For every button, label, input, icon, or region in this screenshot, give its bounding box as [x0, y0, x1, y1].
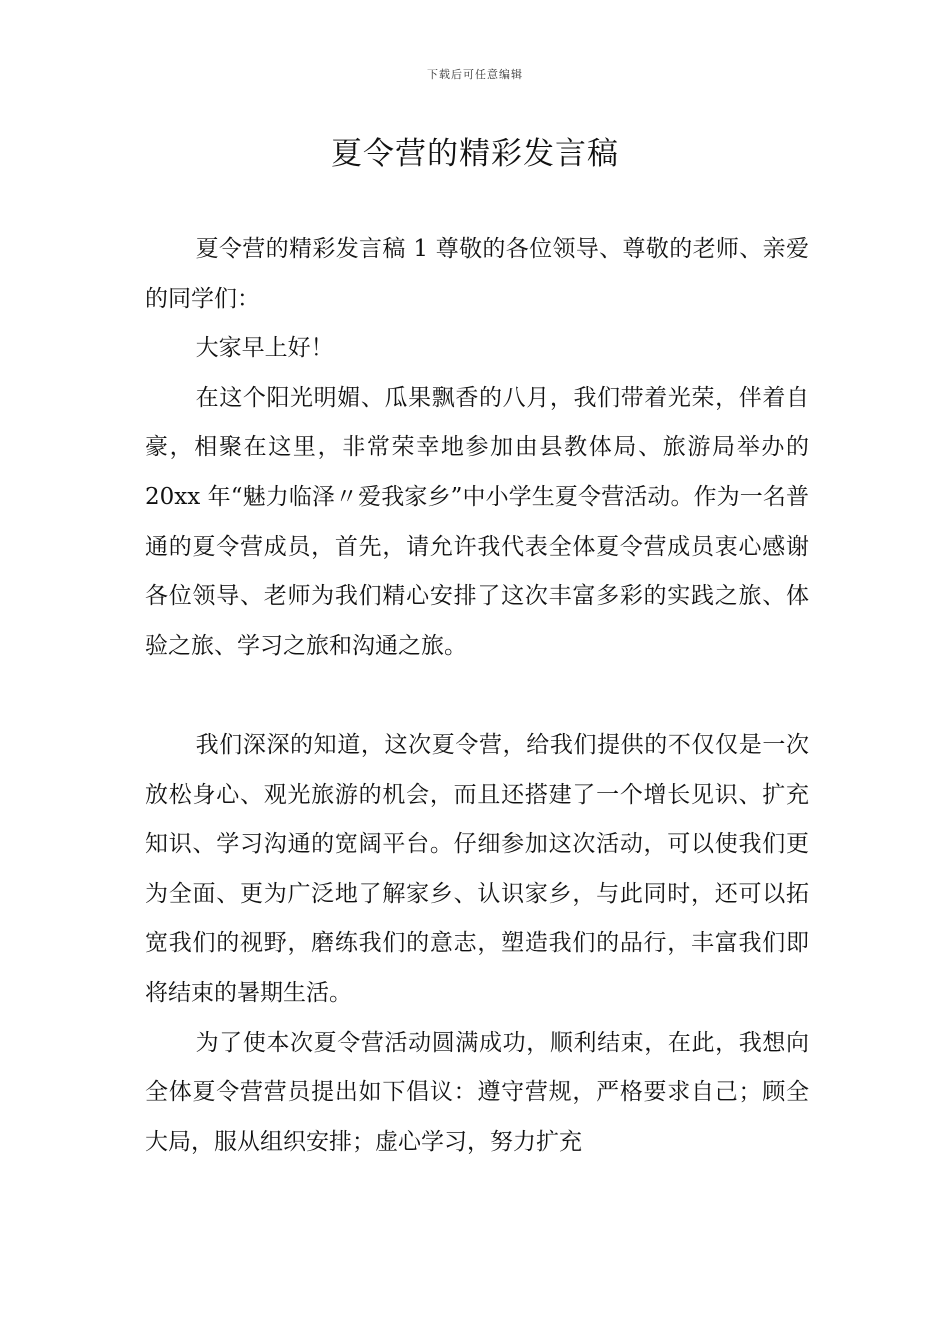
paragraph-purpose: 我们深深的知道，这次夏令营，给我们提供的不仅仅是一次放松身心、观光旅游的机会，而且还搭建了一个增长见识、扩充知识、学习沟通的宽阔平台。仔细参加这次活动，可以使我们更为全面、更为广泛地了解家乡、认识家乡，与此同时，还可以拓宽我们的视野，磨练我们的意志，塑造我们的品行，丰富我们即将结束的暑期生活。: [145, 731, 809, 1006]
paragraph-intro: 在这个阳光明媚、瓜果飘香的八月，我们带着光荣，伴着自豪，相聚在这里，非常荣幸地参加由县教体局、旅游局举办的 20xx 年“魅力临泽〃爱我家乡”中小学生夏令营活动。作为一名普通的夏令营成员，首先，请允许我代表全体夏令营成员衷心感谢各位领导、老师为我们精心安排了这次丰富多彩的实践之旅、体验之旅、学习之旅和沟通之旅。: [145, 384, 809, 659]
header-note: 下载后可任意编辑: [427, 68, 523, 81]
paragraph-proposal: 为了使本次夏令营活动圆满成功，顺利结束，在此，我想向全体夏令营营员提出如下倡议：遵守营规，严格要求自己；顾全大局，服从组织安排；虚心学习，努力扩充: [145, 1029, 809, 1155]
paragraph-good-morning: 大家早上好！: [195, 335, 334, 362]
paragraph-greeting: 夏令营的精彩发言稿 1 尊敬的各位领导、尊敬的老师、亲爱的同学们：: [145, 236, 809, 312]
document-body: [145, 225, 809, 1167]
page-title: 夏令营的精彩发言稿: [331, 136, 619, 172]
